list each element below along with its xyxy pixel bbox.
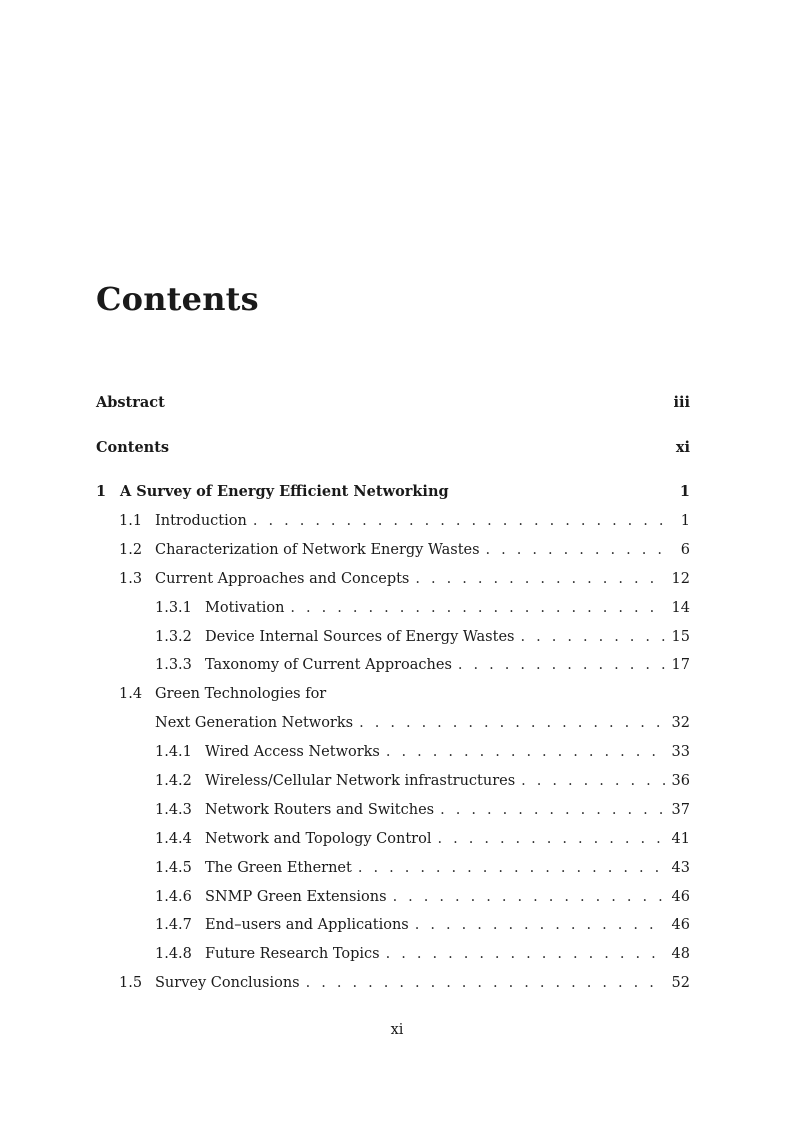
toc-entry-subsection[interactable]: [155, 741, 690, 763]
toc-entry-subsection[interactable]: [155, 857, 690, 879]
toc-entry-title: Green Technologies for: [155, 686, 327, 702]
toc-entry-section[interactable]: [119, 972, 690, 994]
toc-entry-title: Motivation: [205, 600, 285, 616]
toc-entry-page: 41: [671, 831, 690, 847]
toc-entry-title-continued: Next Generation Networks: [155, 715, 354, 731]
toc-entry-page: 1: [680, 513, 690, 529]
toc-entry-title: Future Research Topics: [205, 946, 380, 962]
toc-entry-title: Wireless/Cellular Network infrastructures: [205, 773, 516, 789]
toc-entry-section[interactable]: [119, 510, 690, 532]
toc-entry-page: 12: [671, 571, 690, 587]
toc-entry-number: 1.4.3: [155, 802, 192, 818]
toc-entry-title: Abstract: [96, 394, 165, 411]
toc-entry-number: 1.2: [119, 542, 143, 558]
toc-entry-title: Characterization of Network Energy Wastes: [155, 542, 480, 558]
toc-entry-number: 1: [96, 483, 107, 500]
toc-entry-title: A Survey of Energy Efficient Networking: [120, 483, 449, 500]
toc-entry-number: 1.3.2: [155, 629, 192, 645]
toc-entry-page: 37: [671, 802, 690, 818]
toc-leader-dots: [520, 626, 665, 648]
toc-entry-number: 1.4.7: [155, 917, 192, 933]
toc-entry-page: 46: [671, 917, 690, 933]
toc-entry-page: 15: [671, 629, 690, 645]
toc-entry-title: Current Approaches and Concepts: [155, 571, 410, 587]
toc-entry-title: Taxonomy of Current Approaches: [205, 657, 452, 673]
toc-leader-dots: [358, 857, 666, 879]
toc-leader-dots: [253, 510, 666, 532]
toc-leader-dots: [386, 741, 666, 763]
toc-leader-dots: [386, 943, 666, 965]
toc-entry-title: Network and Topology Control: [205, 831, 432, 847]
toc-leader-dots: [458, 654, 666, 676]
toc-entry-title: End–users and Applications: [205, 917, 409, 933]
toc-entry-page: 46: [671, 889, 690, 905]
toc-entry-number: 1.4.2: [155, 773, 192, 789]
toc-entry-abstract[interactable]: [96, 392, 690, 414]
toc-entry-page: 52: [671, 975, 690, 991]
toc-entry-page: 6: [680, 542, 690, 558]
toc-entry-chapter-1[interactable]: [96, 481, 690, 503]
toc-entry-subsection[interactable]: [155, 828, 690, 850]
toc-entry-number: 1.4.8: [155, 946, 192, 962]
toc-entry-number: 1.3.3: [155, 657, 192, 673]
toc-entry-page: iii: [673, 394, 690, 411]
toc-entry-page: 14: [671, 600, 690, 616]
toc-entry-page: 32: [671, 715, 690, 731]
toc-entry-subsection[interactable]: [155, 914, 690, 936]
toc-entry-number: 1.4: [119, 686, 143, 702]
toc-leader-dots: [359, 712, 665, 734]
toc-leader-dots: [440, 799, 665, 821]
toc-entry-page: 48: [671, 946, 690, 962]
page-number: xi: [390, 1022, 404, 1038]
toc-entry-subsection[interactable]: [155, 626, 690, 648]
toc-entry-section[interactable]: [119, 539, 690, 561]
toc-entry-page: 43: [671, 860, 690, 876]
toc-entry-title: SNMP Green Extensions: [205, 889, 387, 905]
toc-leader-dots: [415, 568, 665, 590]
toc-entry-number: 1.1: [119, 513, 143, 529]
toc-entry-title: Contents: [96, 439, 170, 456]
toc-entry-title: Device Internal Sources of Energy Wastes: [205, 629, 515, 645]
toc-entry-page: 33: [671, 744, 690, 760]
toc-entry-subsection[interactable]: [155, 799, 690, 821]
toc-leader-dots: [521, 770, 665, 792]
toc-entry-title: Survey Conclusions: [155, 975, 300, 991]
toc-entry-subsection[interactable]: [155, 654, 690, 676]
page-title: Contents: [96, 280, 259, 318]
toc-entry-number: 1.3: [119, 571, 143, 587]
toc-entry-title: The Green Ethernet: [205, 860, 352, 876]
toc-entry-number: 1.3.1: [155, 600, 192, 616]
toc-leader-dots: [486, 539, 666, 561]
toc-entry-page: 36: [671, 773, 690, 789]
toc-leader-dots: [415, 914, 666, 936]
toc-entry-subsection[interactable]: [155, 943, 690, 965]
toc-leader-dots: [393, 886, 666, 908]
toc-entry-title: Wired Access Networks: [205, 744, 380, 760]
toc-entry-page: 1: [679, 483, 690, 500]
toc-entry-number: 1.4.6: [155, 889, 192, 905]
toc-entry-page: 17: [671, 657, 690, 673]
toc-entry-subsection[interactable]: [155, 886, 690, 908]
toc-entry-section-continued[interactable]: [155, 712, 690, 734]
toc-leader-dots: [437, 828, 665, 850]
toc-entry-page: xi: [675, 439, 690, 456]
toc-entry-section[interactable]: [119, 683, 690, 705]
toc-entry-title: Introduction: [155, 513, 247, 529]
toc-entry-subsection[interactable]: [155, 770, 690, 792]
toc-entry-number: 1.4.5: [155, 860, 192, 876]
toc-entry-contents[interactable]: [96, 437, 690, 459]
toc-leader-dots: [290, 597, 665, 619]
toc-entry-subsection[interactable]: [155, 597, 690, 619]
toc-entry-title: Network Routers and Switches: [205, 802, 435, 818]
toc-entry-number: 1.5: [119, 975, 143, 991]
toc-entry-number: 1.4.1: [155, 744, 192, 760]
toc-entry-section[interactable]: [119, 568, 690, 590]
toc-entry-number: 1.4.4: [155, 831, 192, 847]
toc-leader-dots: [306, 972, 666, 994]
